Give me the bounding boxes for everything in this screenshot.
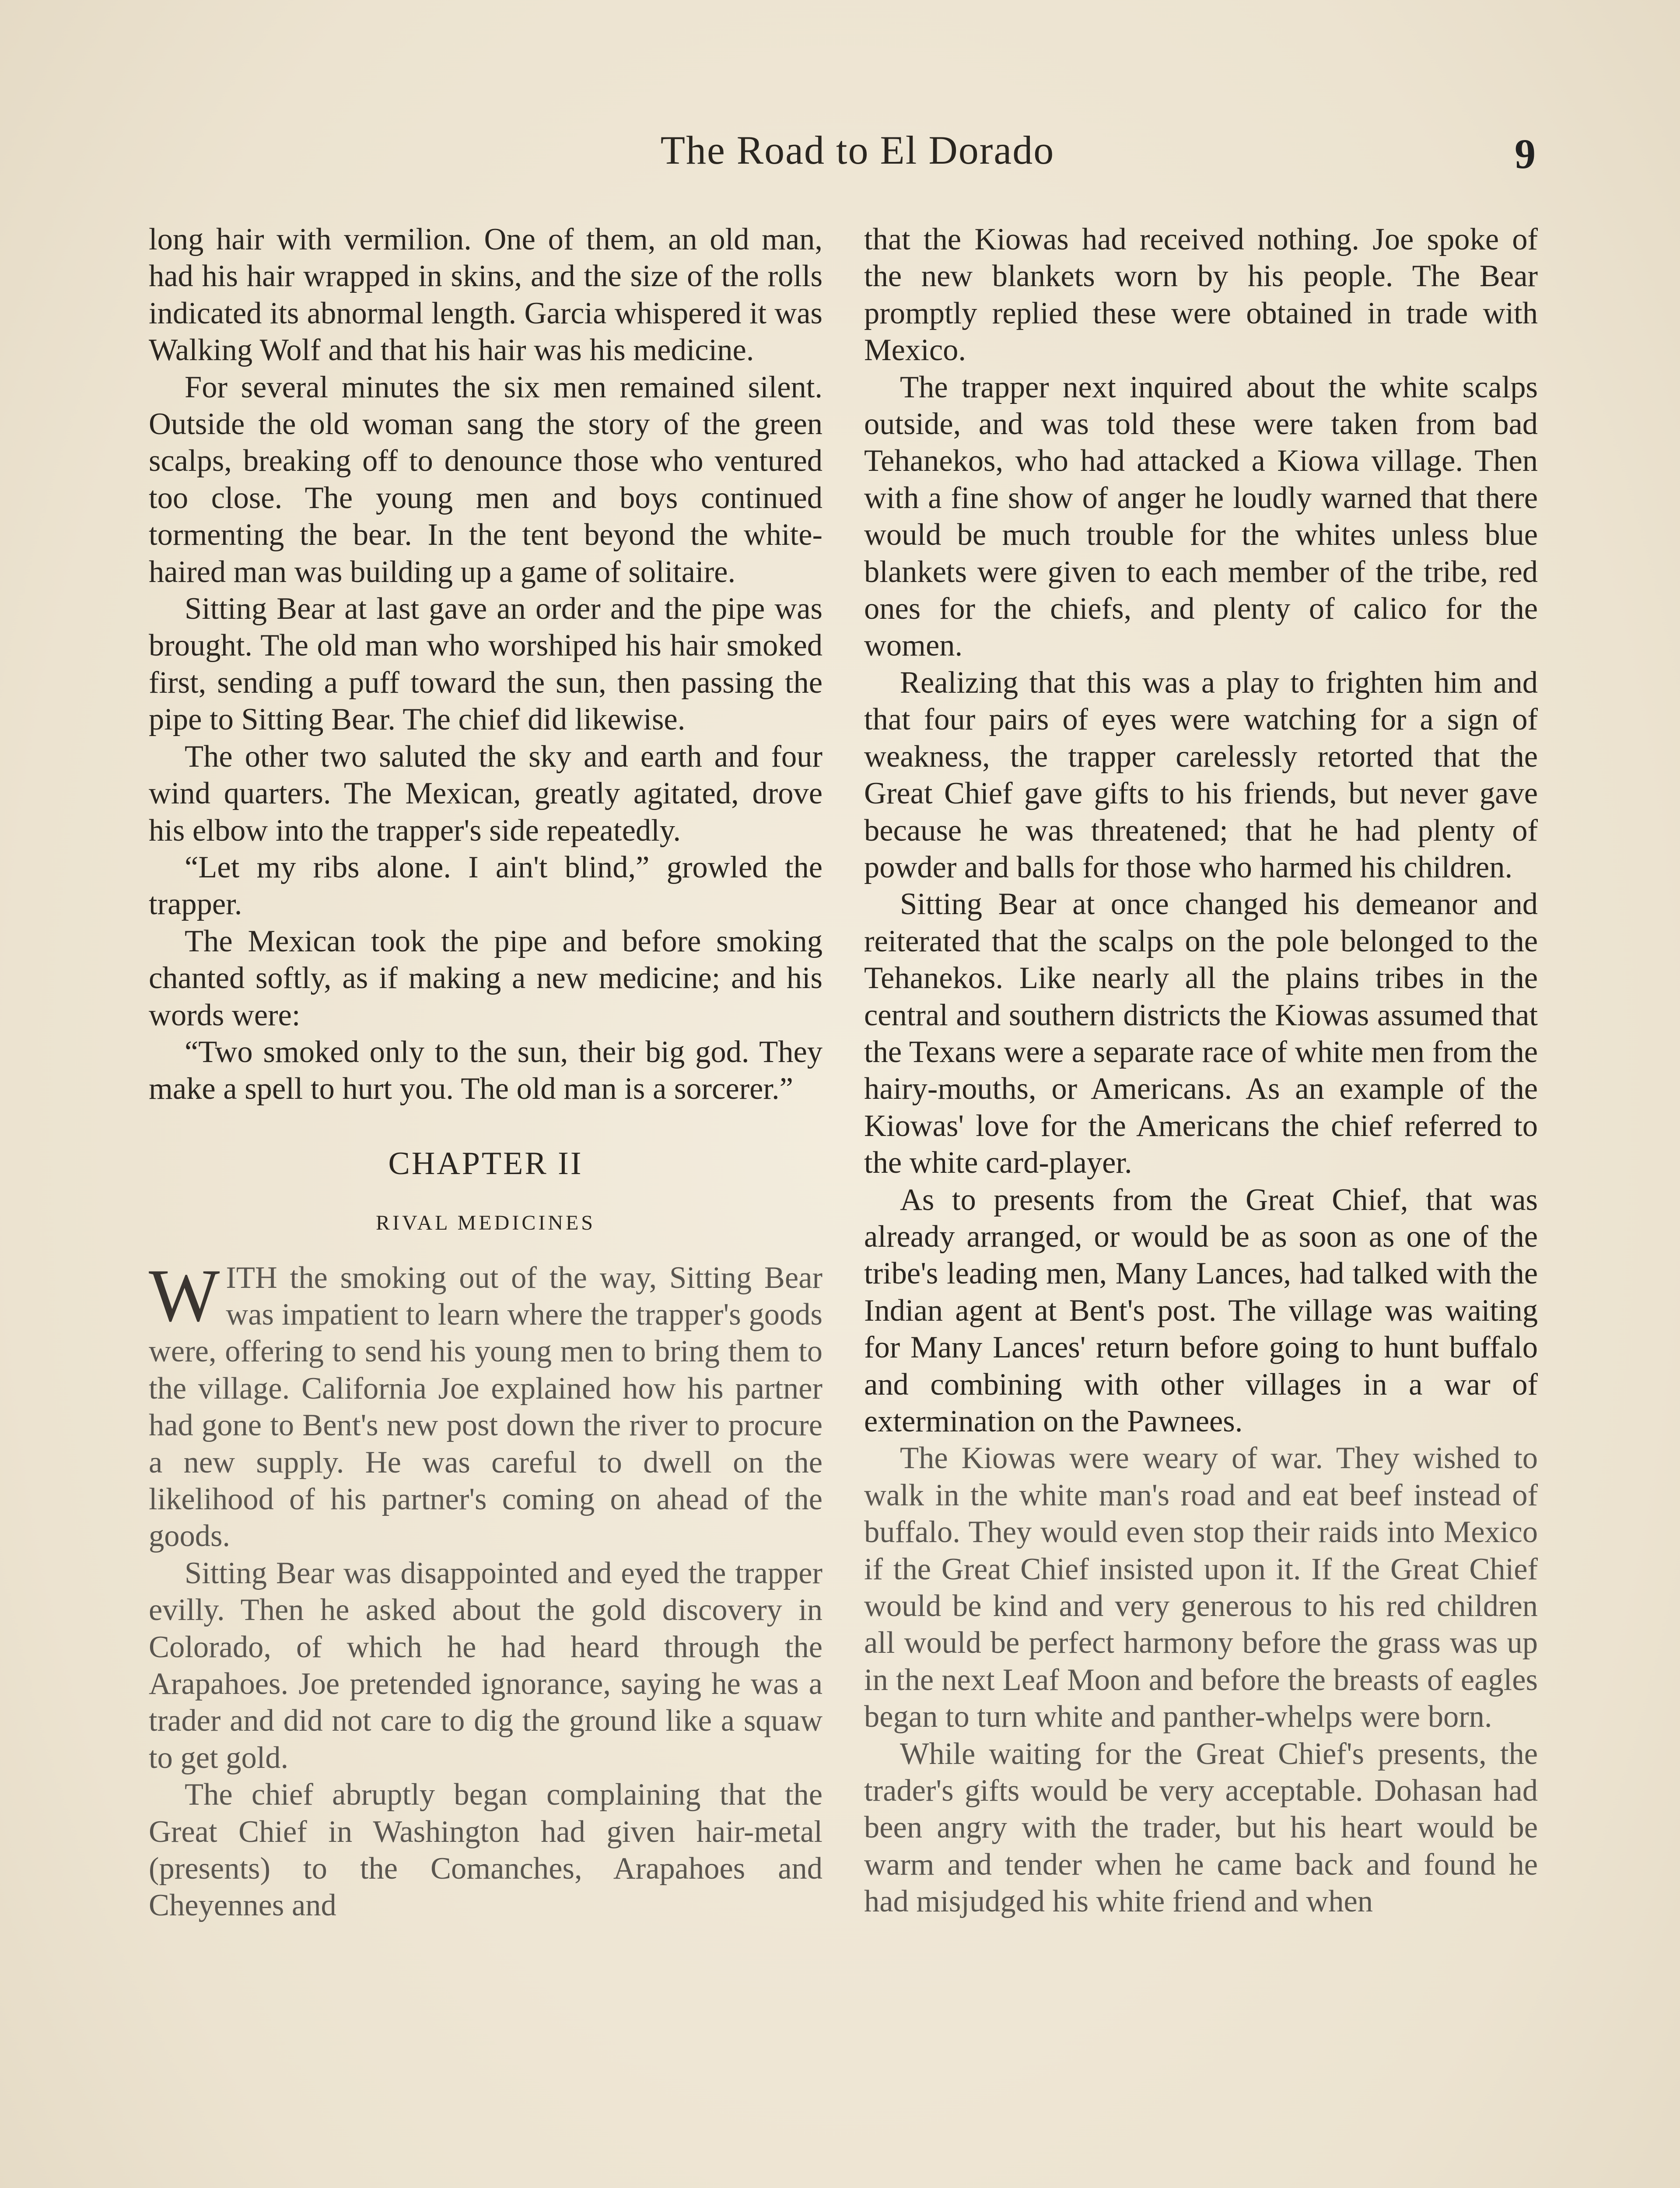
paragraph: Sitting Bear at last gave an order and the pipe was brought. The old man who worshiped his hair smoked first, sending a puff toward the sun, then passing the pipe to Sitting Bear. The chief did likewise.	[149, 592, 822, 737]
right-column	[864, 221, 1538, 1920]
chapter-heading: CHAPTER II	[388, 1145, 583, 1182]
paragraph: The chief abruptly began complaining that the Great Chief in Washington had given hair-metal (presents) to the Comanches, Arapahoes and Cheyennes and	[149, 1778, 822, 1923]
paragraph: While waiting for the Great Chief's presents, the trader's gifts would be very acceptable. Dohasan had been angry with the trader, but his heart would be warm and tender when he came back and found he had misjudged his white friend and when	[864, 1736, 1538, 1919]
paragraph: “Two smoked only to the sun, their big god. They make a spell to hurt you. The old man is a sorcerer.”	[149, 1034, 822, 1106]
paragraph: “Let my ribs alone. I ain't blind,” growled the trapper.	[149, 850, 822, 922]
running-head	[0, 127, 1680, 188]
paragraph: Realizing that this was a play to frighten him and that four pairs of eyes were watching for a sign of weakness, the trapper carelessly retorted that the Great Chief gave gifts to his friends, but never gave because he was threatened; that he had plenty of powder and balls for those who harmed his children.	[864, 665, 1538, 884]
paragraph: For several minutes the six men remained silent. Outside the old woman sang the story of the green scalps, breaking off to denounce those who ventured too close. The young men and boys continued tormenting the bear. In the tent beyond the white-haired man was building up a game of solitaire.	[149, 370, 822, 589]
paragraph: The Mexican took the pipe and before smoking chanted softly, as if making a new medicine; and his words were:	[149, 924, 822, 1032]
left-column	[149, 221, 822, 1924]
paragraph: Sitting Bear was disappointed and eyed the trapper evilly. Then he asked about the gold discovery in Colorado, of which he had heard through the Arapahoes. Joe pretended ignorance, saying he was a trader and did not care to dig the ground like a squaw to get gold.	[149, 1556, 822, 1775]
chapter-opening-text: ITH the smoking out of the way, Sitting Bear was impatient to learn where the trapper's goods were, offering to send his young men to bring them to the village. California Joe explained how his partner had gone to Bent's new post down the river to procure a new supply. He was careful to dwell on the likelihood of his partner's coming on ahead of the goods.	[149, 1260, 822, 1553]
paragraph: long hair with vermilion. One of them, an old man, had his hair wrapped in skins, and the size of the rolls indicated its abnormal length. Garcia whispered it was Walking Wolf and that his hair was his medicine.	[149, 222, 822, 368]
paragraph: that the Kiowas had received nothing. Joe spoke of the new blankets worn by his people. The Bear promptly replied these were obtained in trade with Mexico.	[864, 222, 1538, 368]
paragraph: As to presents from the Great Chief, that was already arranged, or would be as soon as one of the tribe's leading men, Many Lances, had talked with the Indian agent at Bent's post. The village was waiting for Many Lances' return before going to hunt buffalo and combining with other villages in a war of extermination on the Pawnees.	[864, 1182, 1538, 1438]
paragraph: The other two saluted the sky and earth and four wind quarters. The Mexican, greatly agitated, drove his elbow into the trapper's side repeatedly.	[149, 739, 822, 848]
paragraph: Sitting Bear at once changed his demeanor and reiterated that the scalps on the pole belonged to the Tehanekos. Like nearly all the plains tribes in the central and southern districts the Kiowas assumed that the Texans were a separate race of white men from the hairy-mouths, or Americans. As an example of the Kiowas' love for the Americans the chief referred to the white card-player.	[864, 887, 1538, 1180]
chapter-opening-paragraph	[149, 1254, 822, 1555]
drop-cap: W	[149, 1254, 220, 1337]
chapter-heading-block	[149, 1145, 822, 1242]
paragraph: The Kiowas were weary of war. They wished to walk in the white man's road and eat beef instead of buffalo. They would even stop their raids into Mexico if the Great Chief insisted upon it. If the Great Chief would be kind and very generous to his red children all would be perfect harmony before the grass was up in the next Leaf Moon and before the breasts of eagles began to turn white and panther-whelps were born.	[864, 1441, 1538, 1734]
paragraph: The trapper next inquired about the white scalps outside, and was told these were taken from bad Tehanekos, who had attacked a Kiowa village. Then with a fine show of anger he loudly warned that there would be much trouble for the whites unless blue blankets were given to each member of the tribe, red ones for the chiefs, and plenty of calico for the women.	[864, 370, 1538, 663]
running-title: The Road to El Dorado	[660, 128, 1055, 172]
page-number: 9	[1515, 130, 1536, 177]
chapter-subtitle: RIVAL MEDICINES	[375, 1211, 595, 1235]
